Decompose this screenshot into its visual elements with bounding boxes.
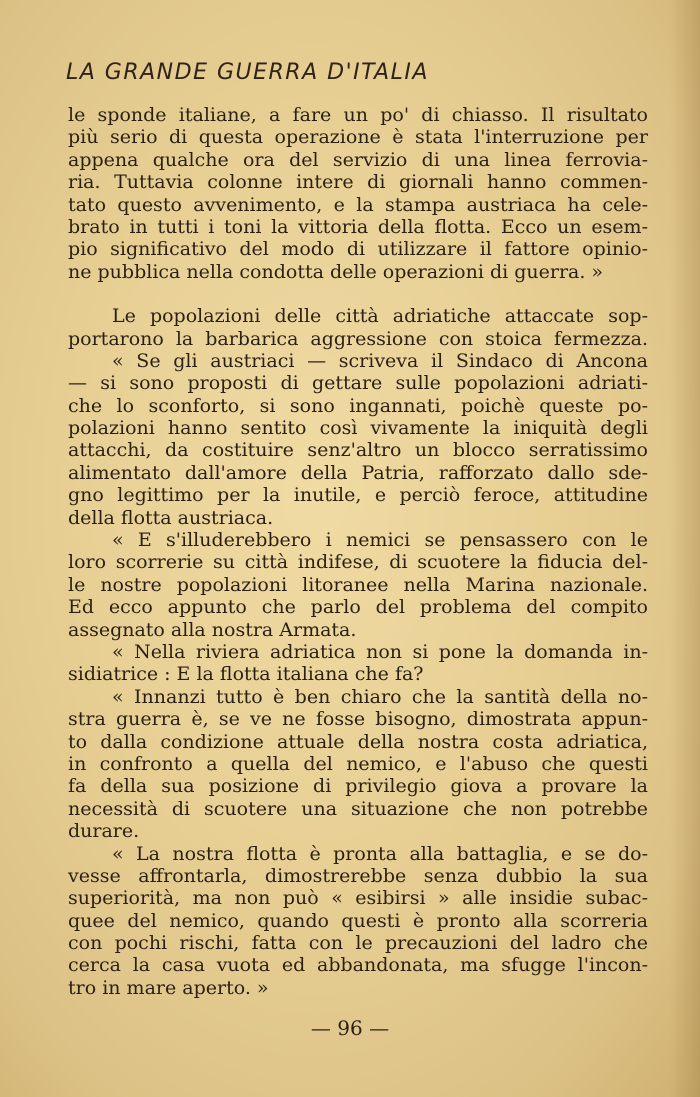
text-line: Le popolazioni delle città adriatiche attaccate sop- [112, 305, 648, 328]
text-line: in confronto a quella del nemico, e l'abuso che questi [68, 752, 648, 775]
text-line: « La nostra flotta è pronta alla battaglia, e se do- [112, 842, 648, 865]
paragraph [68, 305, 648, 350]
text-line: polazioni hanno sentito così vivamente la iniquità degli [68, 417, 648, 440]
text-line: necessità di scuotere una situazione che non potrebbe [68, 797, 648, 820]
text-line: della flotta austriaca. [68, 506, 274, 529]
page-edge-shadow [670, 0, 700, 1097]
page-number: — 96 — [310, 1016, 390, 1040]
text-line: gno legittimo per la inutile, e perciò feroce, attitudine [68, 484, 648, 507]
text-line: fa della sua posizione di privilegio giova a provare la [68, 775, 648, 798]
text-line: « Nella riviera adriatica non si pone la domanda in- [112, 640, 648, 663]
text-line: to dalla condizione attuale della nostra costa adriatica, [68, 730, 648, 753]
text-line: appena qualche ora del servizio di una linea ferrovia- [68, 148, 648, 171]
text-line: assegnato alla nostra Armata. [68, 618, 357, 641]
text-line: « Innanzi tutto è ben chiaro che la santità della no- [112, 685, 648, 708]
paragraph [68, 350, 648, 529]
text-line: più serio di questa operazione è stata l'interruzione per [68, 126, 648, 149]
paragraph [68, 529, 648, 641]
text-line: le sponde italiane, a fare un po' di chiasso. Il risultato [68, 104, 648, 126]
text-line: ria. Tuttavia colonne intere di giornali hanno commen- [68, 171, 648, 194]
text-line: le nostre popolazioni litoranee nella Marina nazionale. [68, 573, 648, 596]
text-line: con pochi rischi, fatta con le precauzioni del ladro che [68, 932, 648, 955]
text-line: durare. [68, 820, 140, 843]
text-line: cerca la casa vuota ed abbandonata, ma sfugge l'incon- [68, 954, 648, 977]
text-line: « Se gli austriaci — scriveva il Sindaco di Ancona [112, 349, 648, 372]
text-line: che lo sconforto, si sono ingannati, poichè queste po- [68, 394, 648, 417]
text-line: Ed ecco appunto che parlo del problema del compito [68, 596, 648, 619]
paragraph [68, 104, 648, 283]
text-line: stra guerra è, se ve ne fosse bisogno, dimostrata appun- [68, 708, 648, 731]
text-line: quee del nemico, quando questi è pronto alla scorreria [68, 909, 648, 932]
text-line: brato in tutti i toni la vittoria della flotta. Ecco un esem- [68, 215, 648, 238]
text-line: tato questo avvenimento, e la stampa austriaca ha cele- [68, 193, 648, 216]
paragraph [68, 843, 648, 1000]
page-body [68, 104, 648, 999]
text-line: loro scorrerie su città indifese, di scuotere la fiducia del- [68, 551, 648, 574]
text-line: ne pubblica nella condotta delle operazioni di guerra. » [68, 260, 604, 283]
text-line: « E s'illuderebbero i nemici se pensassero con le [112, 529, 648, 552]
text-line: vesse affrontarla, dimostrerebbe senza dubbio la sua [68, 864, 648, 887]
text-line: sidiatrice : E la flotta italiana che fa? [68, 663, 424, 686]
paragraph-gap [68, 283, 648, 305]
text-line: pio significativo del modo di utilizzare il fattore opinio- [68, 238, 648, 261]
paragraph [68, 641, 648, 686]
text-line: superiorità, ma non può « esibirsi » alle insidie subac- [68, 887, 648, 910]
text-line: alimentato dall'amore della Patria, rafforzato dallo sde- [68, 461, 648, 484]
text-line: tro in mare aperto. » [68, 976, 269, 999]
running-title: LA GRANDE GUERRA D'ITALIA [66, 60, 429, 85]
text-line: attacchi, da costituire senz'altro un blocco serratissimo [68, 439, 648, 462]
text-line: portarono la barbarica aggressione con stoica fermezza. [68, 327, 648, 350]
text-line: — si sono proposti di gettare sulle popolazioni adriati- [68, 372, 648, 395]
paragraph [68, 686, 648, 843]
